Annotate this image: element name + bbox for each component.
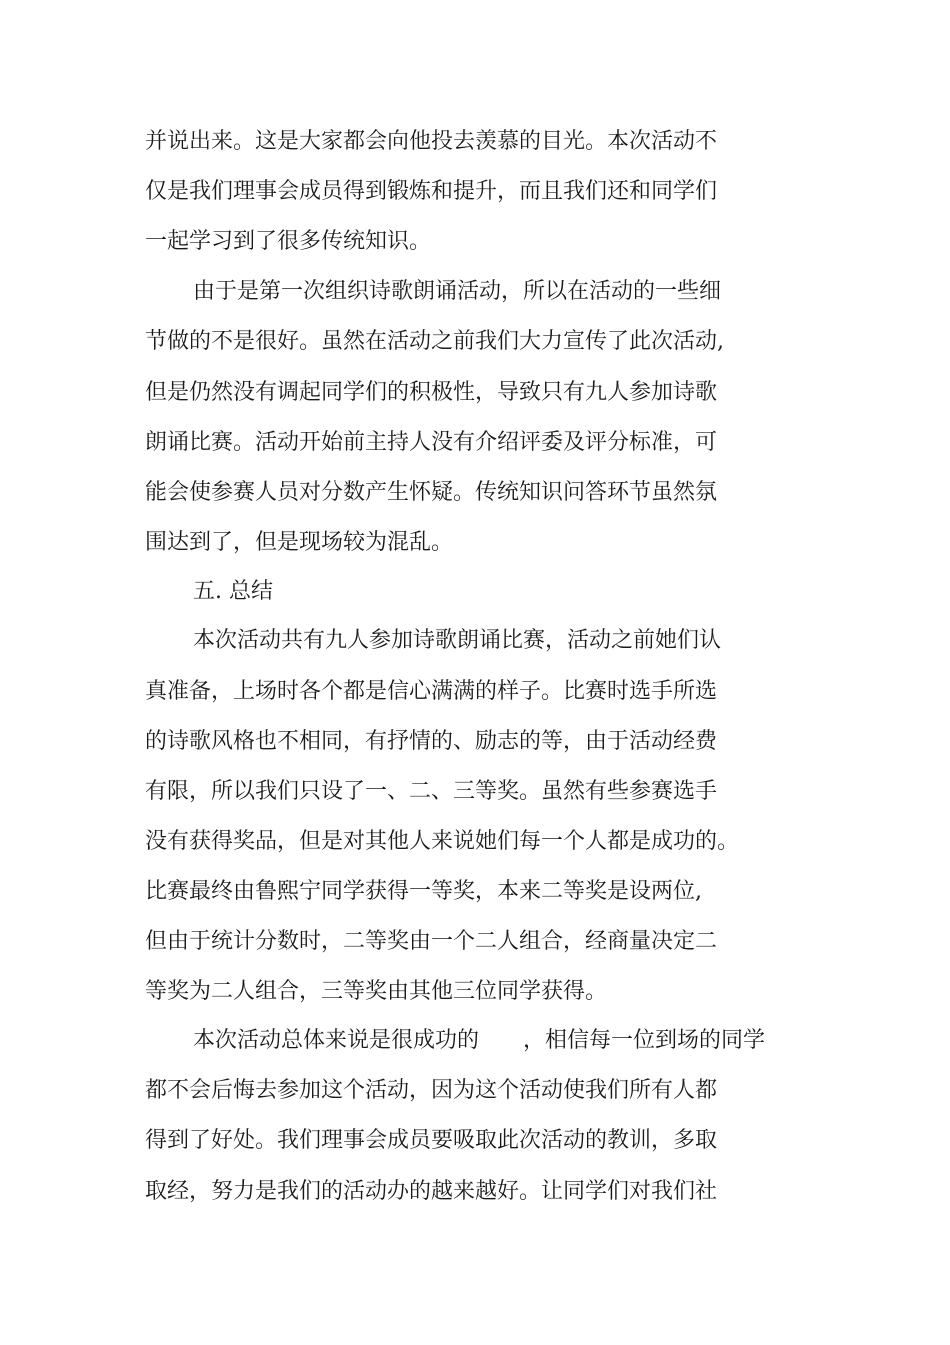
paragraph-3-line-4: 有限，所以我们只设了一、二、三等奖。虽然有些参赛选手: [145, 779, 718, 804]
paragraph-3-line-2: 真准备，上场时各个都是信心满满的样子。比赛时选手所选: [145, 679, 718, 704]
paragraph-4-line-2: 都不会后悔去参加这个活动，因为这个活动使我们所有人都: [145, 1078, 718, 1103]
paragraph-4-line-3: 得到了好处。我们理事会成员要吸取此次活动的教训，多取: [145, 1128, 718, 1153]
paragraph-3-line-5: 没有获得奖品，但是对其他人来说她们每一个人都是成功的。: [145, 829, 740, 854]
paragraph-2-line-6: 围达到了，但是现场较为混乱。: [145, 530, 454, 555]
paragraph-4-line-1: 本次活动总体来说是很成功的 ，相信每一位到场的同学: [193, 1028, 766, 1053]
paragraph-2-line-1: 由于是第一次组织诗歌朗诵活动，所以在活动的一些细: [193, 279, 722, 304]
paragraph-3-line-7: 但由于统计分数时，二等奖由一个二人组合，经商量决定二: [145, 929, 718, 954]
paragraph-3-line-3: 的诗歌风格也不相同，有抒情的、励志的等，由于活动经费: [145, 729, 718, 754]
section-heading-summary: 五. 总结: [193, 579, 273, 604]
paragraph-2-line-4: 朗诵比赛。活动开始前主持人没有介绍评委及评分标准，可: [145, 430, 718, 455]
paragraph-4-line-4: 取经，努力是我们的活动办的越来越好。让同学们对我们社: [145, 1179, 718, 1204]
paragraph-2-line-3: 但是仍然没有调起同学们的积极性，导致只有九人参加诗歌: [145, 380, 718, 405]
paragraph-2-line-5: 能会使参赛人员对分数产生怀疑。传统知识问答环节虽然氛: [145, 480, 718, 505]
paragraph-1-line-2: 仅是我们理事会成员得到锻炼和提升，而且我们还和同学们: [145, 179, 718, 204]
paragraph-1-line-1: 并说出来。这是大家都会向他投去羡慕的目光。本次活动不: [145, 129, 718, 154]
paragraph-2-line-2: 节做的不是很好。虽然在活动之前我们大力宣传了此次活动,: [145, 329, 724, 354]
paragraph-3-line-8: 等奖为二人组合，三等奖由其他三位同学获得。: [145, 979, 608, 1004]
paragraph-1-line-3: 一起学习到了很多传统知识。: [145, 229, 432, 254]
paragraph-3-line-6: 比赛最终由鲁熙宁同学获得一等奖，本来二等奖是设两位,: [145, 879, 702, 904]
paragraph-3-line-1: 本次活动共有九人参加诗歌朗诵比赛，活动之前她们认: [193, 628, 722, 653]
